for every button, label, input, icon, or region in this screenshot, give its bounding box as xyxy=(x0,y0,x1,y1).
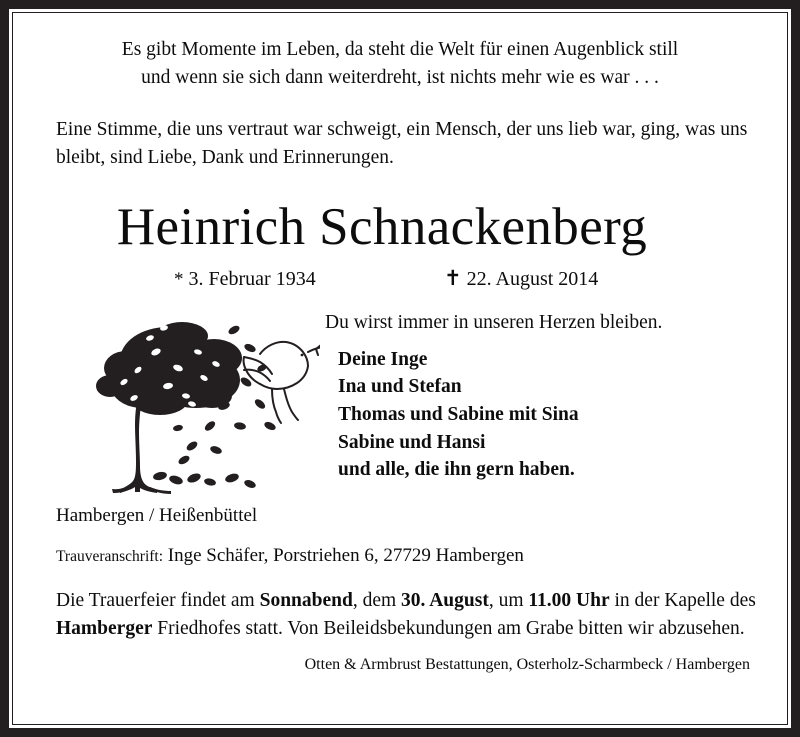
birth-date: 3. Februar 1934 xyxy=(188,268,316,291)
survivor-name: Deine Inge xyxy=(338,348,428,370)
ceremony-text-4: in der Kapelle des xyxy=(609,590,756,612)
tribute-lead: Du wirst immer in unseren Herzen bleiben. xyxy=(325,312,663,334)
dove-with-branch-icon xyxy=(244,342,320,423)
intro-paragraph: Eine Stimme, die uns vertraut war schweigt, ein Mensch, der uns lieb war, ging, was uns bleibt, sind Liebe, Dank und Erinnerungen. xyxy=(56,118,748,169)
ceremony-details xyxy=(14,567,786,643)
ceremony-time: 11.00 Uhr xyxy=(528,590,610,612)
notice-content xyxy=(14,14,786,723)
death-date-group xyxy=(444,268,598,291)
tribute-block xyxy=(325,310,755,484)
verse-line-1: Es gibt Momente im Leben, da steht die Welt für einen Augenblick still xyxy=(121,39,679,60)
ceremony-date: 30. August xyxy=(401,590,489,612)
ceremony-day: Sonnabend xyxy=(259,590,353,612)
survivor-names xyxy=(325,346,755,484)
mourning-address-value: Inge Schäfer, Porstriehen 6, 27729 Hambergen xyxy=(167,545,524,567)
ceremony-text-3: , um xyxy=(488,590,529,612)
verse-line-2: und wenn sie sich dann weiterdreht, ist nichts mehr wie es war . . . xyxy=(141,67,659,89)
survivor-name: Thomas und Sabine mit Sina xyxy=(338,403,579,425)
opening-verse xyxy=(14,14,786,93)
ceremony-text-1: Die Trauerfeier findet am xyxy=(56,590,260,612)
ceremony-text-5: Friedhofes statt. Von Beileidsbekundungen am Grabe bitten wir abzusehen. xyxy=(152,618,745,640)
ceremony-town: Hamberger xyxy=(56,618,153,640)
life-dates xyxy=(14,254,786,296)
survivor-name: Sabine und Hansi xyxy=(338,431,486,453)
windblown-tree-icon xyxy=(64,308,320,500)
asterisk-icon: * xyxy=(174,269,184,291)
place-line: Hambergen / Heißenbüttel xyxy=(56,505,258,527)
illustration-and-tribute xyxy=(14,296,786,501)
survivor-name: Ina und Stefan xyxy=(338,376,462,398)
cross-icon: ✝ xyxy=(444,266,462,291)
undertaker-credit: Otten & Armbrust Bestattungen, Osterholz-Scharmbeck / Hambergen xyxy=(304,656,750,673)
mourning-address xyxy=(14,527,786,567)
mourning-address-label: Trauveranschrift: xyxy=(56,548,164,566)
death-date: 22. August 2014 xyxy=(466,268,599,291)
birth-date-group xyxy=(174,268,316,291)
deceased-name: Heinrich Schnackenberg xyxy=(116,198,648,257)
survivor-name: und alle, die ihn gern haben. xyxy=(338,459,575,481)
ceremony-text-2: , dem xyxy=(352,590,402,612)
